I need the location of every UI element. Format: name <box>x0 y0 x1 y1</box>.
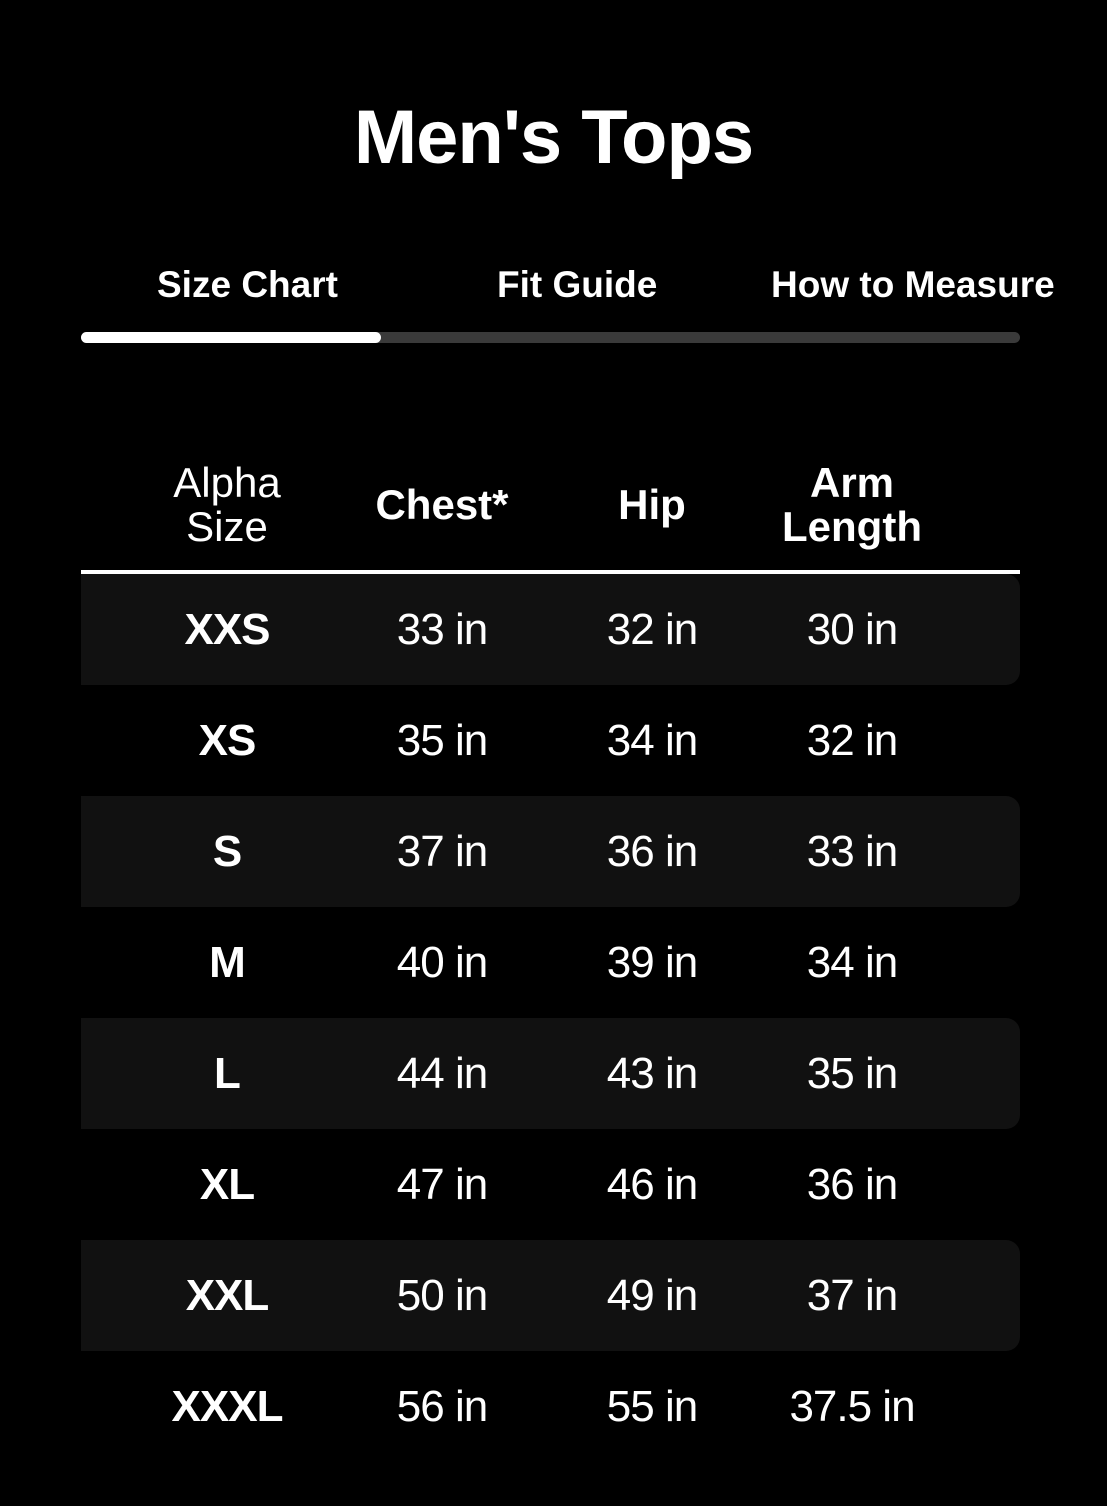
cell-hip: 36 in <box>606 827 698 876</box>
cell-hip: 46 in <box>606 1160 698 1209</box>
active-tab-indicator <box>81 332 381 343</box>
cell-arm-length: 37.5 in <box>789 1382 915 1431</box>
table-row <box>81 574 1020 685</box>
cell-arm-length: 35 in <box>806 1049 898 1098</box>
cell-chest: 44 in <box>396 1049 488 1098</box>
table-row <box>81 1129 1020 1240</box>
cell-size: XXXL <box>171 1382 283 1431</box>
cell-size: XS <box>198 716 256 765</box>
table-header <box>81 440 1020 574</box>
cell-arm-length: 32 in <box>806 716 898 765</box>
cell-chest: 40 in <box>396 938 488 987</box>
table-row <box>81 907 1020 1018</box>
table-row <box>81 1018 1020 1129</box>
cell-size: L <box>214 1049 240 1098</box>
cell-hip: 43 in <box>606 1049 698 1098</box>
tab-size-chart[interactable]: Size Chart <box>157 264 338 305</box>
cell-arm-length: 30 in <box>806 605 898 654</box>
size-chart-table <box>81 440 1020 1462</box>
cell-size: XL <box>199 1160 255 1209</box>
cell-arm-length: 34 in <box>806 938 898 987</box>
cell-chest: 33 in <box>396 605 488 654</box>
header-chest: Chest* <box>375 481 509 528</box>
cell-chest: 47 in <box>396 1160 488 1209</box>
cell-size: S <box>212 827 242 876</box>
cell-arm-length: 33 in <box>806 827 898 876</box>
table-row <box>81 796 1020 907</box>
cell-hip: 32 in <box>606 605 698 654</box>
table-row <box>81 1240 1020 1351</box>
tab-fit-guide[interactable]: Fit Guide <box>497 264 658 305</box>
table-row <box>81 1351 1020 1462</box>
cell-arm-length: 36 in <box>806 1160 898 1209</box>
cell-hip: 34 in <box>606 716 698 765</box>
page-title: Men's Tops <box>353 95 754 180</box>
cell-chest: 50 in <box>396 1271 488 1320</box>
tab-how-to-measure[interactable]: How to Measure <box>771 264 1055 305</box>
header-hip: Hip <box>618 481 686 528</box>
cell-chest: 37 in <box>396 827 488 876</box>
tab-bar <box>81 252 1055 344</box>
cell-size: XXL <box>185 1271 269 1320</box>
table-row <box>81 685 1020 796</box>
header-alpha-size: Alpha Size <box>173 459 281 550</box>
cell-arm-length: 37 in <box>806 1271 898 1320</box>
cell-hip: 49 in <box>606 1271 698 1320</box>
cell-size: XXS <box>184 605 270 654</box>
cell-chest: 35 in <box>396 716 488 765</box>
cell-hip: 55 in <box>606 1382 698 1431</box>
header-arm-length: Arm Length <box>782 459 922 550</box>
cell-hip: 39 in <box>606 938 698 987</box>
cell-size: M <box>209 938 245 987</box>
cell-chest: 56 in <box>396 1382 488 1431</box>
